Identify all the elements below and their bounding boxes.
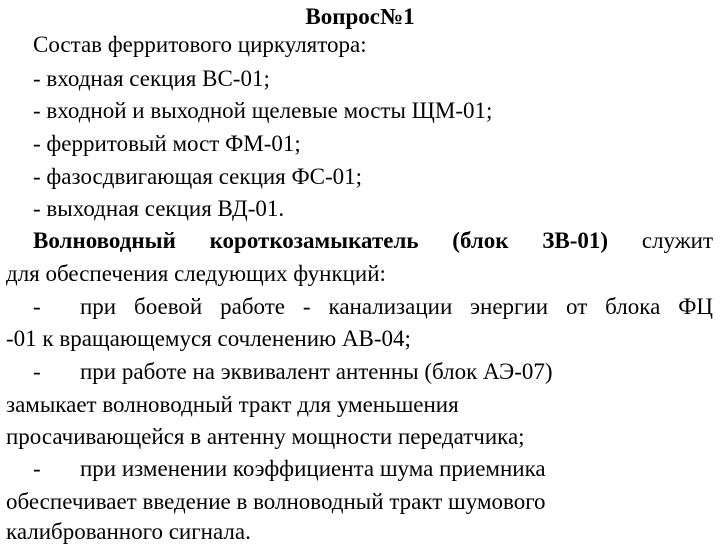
composition-item: - входной и выходной щелевые мосты ЩМ-01; bbox=[33, 98, 493, 123]
shorter-paragraph-continuation: для обеспечения следующих функций: bbox=[6, 261, 386, 286]
composition-item: - фазосдвигающая секция ФС-01; bbox=[33, 164, 363, 189]
composition-item: - ферритовый мост ФМ-01; bbox=[33, 131, 301, 156]
function-dash: - bbox=[33, 456, 41, 481]
shorter-rest-text: служит bbox=[608, 228, 713, 253]
function-continuation-line: обеспечивает введение в волноводный тракт шумового bbox=[6, 489, 546, 514]
shorter-bold-title: Волноводный короткозамыкатель (блок ЗВ-01) bbox=[33, 228, 609, 253]
shorter-paragraph-first-line bbox=[33, 227, 713, 255]
composition-item: - входная секция ВС-01; bbox=[33, 66, 270, 91]
composition-item: - выходная секция ВД-01. bbox=[33, 196, 285, 221]
function-continuation-line: просачивающейся в антенну мощности передатчика; bbox=[6, 424, 525, 449]
function-continuation-line: калиброванного сигнала. bbox=[6, 519, 251, 544]
function-dash: - bbox=[33, 359, 41, 384]
function-first-line: при изменении коэффициента шума приемника bbox=[80, 456, 546, 481]
function-dash: - bbox=[33, 294, 41, 319]
function-continuation-line: замыкает волноводный тракт для уменьшения bbox=[6, 392, 459, 417]
function-first-line: при боевой работе - канализации энергии от блока ФЦ bbox=[80, 294, 713, 319]
function-continuation-line: -01 к вращающемуся сочленению АВ-04; bbox=[6, 326, 411, 351]
composition-heading: Состав ферритового циркулятора: bbox=[33, 32, 367, 57]
slide-title: Вопрос№1 bbox=[305, 4, 415, 29]
function-first-line: при работе на эквивалент антенны (блок АЭ-07) bbox=[80, 359, 553, 384]
